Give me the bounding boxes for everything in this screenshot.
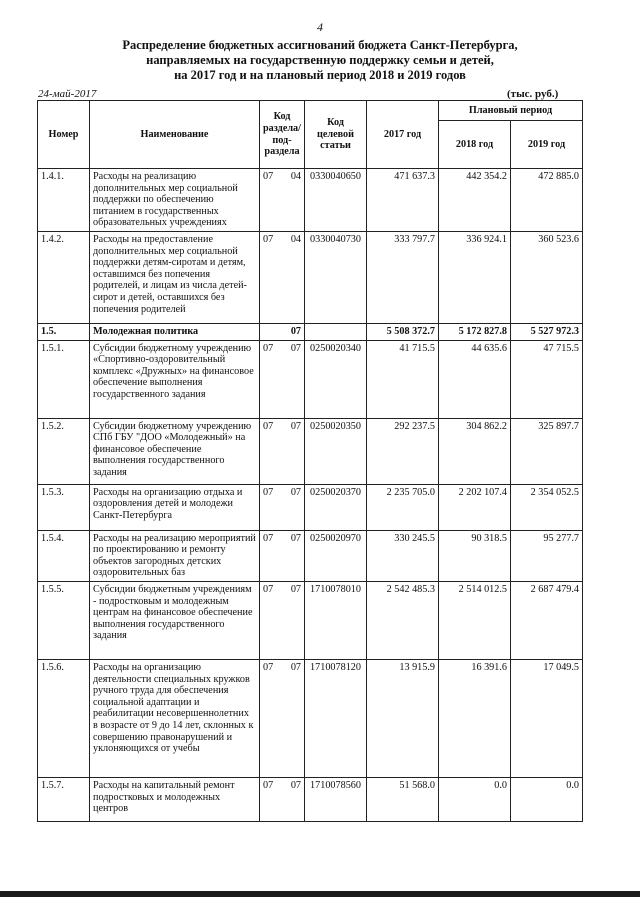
row-value-2019: 325 897.7 (511, 418, 583, 484)
row-value-2017: 330 245.5 (367, 530, 439, 581)
row-target-code (305, 323, 367, 340)
row-subsection: 07 (290, 583, 301, 595)
row-section-code (260, 659, 305, 777)
row-value-2019: 0.0 (511, 777, 583, 821)
row-value-2018: 0.0 (439, 777, 511, 821)
table-row (38, 530, 583, 581)
title-line-3: на 2017 год и на плановый период 2018 и 2019 годов (174, 68, 466, 82)
row-value-2019: 95 277.7 (511, 530, 583, 581)
row-name: Расходы на организацию отдыха и оздоровления детей и молодежи Санкт-Петербурга (90, 484, 260, 530)
row-section: 07 (263, 779, 274, 791)
row-name: Субсидии бюджетному учреждению «Спортивно-оздоровительный комплекс «Дружных» на финансовое обеспечение выполнения государственного задания (90, 340, 260, 418)
row-value-2017: 5 508 372.7 (367, 323, 439, 340)
row-value-2018: 2 202 107.4 (439, 484, 511, 530)
row-number: 1.5.4. (38, 530, 90, 581)
row-section-code (260, 323, 305, 340)
row-section-code (260, 581, 305, 659)
row-section: 07 (263, 486, 274, 498)
row-target-code: 0330040730 (305, 231, 367, 323)
row-target-code: 1710078010 (305, 581, 367, 659)
row-target-code: 0250020350 (305, 418, 367, 484)
row-number: 1.5.7. (38, 777, 90, 821)
table-row (38, 777, 583, 821)
row-number: 1.5.6. (38, 659, 90, 777)
header-year-2017: 2017 год (367, 101, 439, 169)
row-number: 1.5. (38, 323, 90, 340)
budget-table (37, 100, 583, 822)
row-name: Расходы на организацию деятельности специальных кружков ручного труда для обеспечения социальной адаптации и реабилитации несовершеннолетних в возрасте от 9 до 14 лет, склонных к совершению правонарушений и уклоняющихся от учебы (90, 659, 260, 777)
row-target-code: 0250020970 (305, 530, 367, 581)
row-subsection: 04 (290, 171, 301, 182)
header-number: Номер (38, 101, 90, 169)
row-section-code (260, 530, 305, 581)
row-section: 07 (263, 532, 274, 544)
row-value-2017: 2 542 485.3 (367, 581, 439, 659)
row-value-2019: 5 527 972.3 (511, 323, 583, 340)
row-name: Расходы на капитальный ремонт подростковых и молодежных центров (90, 777, 260, 821)
row-subsection: 07 (290, 342, 301, 354)
row-target-code: 0250020370 (305, 484, 367, 530)
row-section-code (260, 777, 305, 821)
row-target-code: 0250020340 (305, 340, 367, 418)
header-section-code: Код раздела/ под-раздела (260, 101, 305, 169)
row-value-2017: 2 235 705.0 (367, 484, 439, 530)
row-value-2019: 472 885.0 (511, 169, 583, 232)
row-number: 1.5.3. (38, 484, 90, 530)
row-number: 1.5.2. (38, 418, 90, 484)
row-name: Расходы на предоставление дополнительных мер социальной поддержки детям-сиротам и детям, оставшимся без попечения родителей, и лицам из числа детей-сирот и детей, оставшихся без попечения родителей (90, 231, 260, 323)
row-value-2017: 292 237.5 (367, 418, 439, 484)
row-value-2018: 90 318.5 (439, 530, 511, 581)
row-name: Субсидии бюджетному учреждению СПб ГБУ "ДОО «Молодежный» на финансовое обеспечение выполнения государственного задания (90, 418, 260, 484)
row-value-2017: 51 568.0 (367, 777, 439, 821)
row-subsection: 07 (290, 420, 301, 432)
row-section: 07 (263, 342, 274, 354)
row-section-code (260, 340, 305, 418)
table-row (38, 169, 583, 232)
row-value-2019: 360 523.6 (511, 231, 583, 323)
row-target-code: 1710078120 (305, 659, 367, 777)
row-section: 07 (263, 420, 274, 432)
row-subsection: 07 (290, 325, 301, 337)
table-row (38, 581, 583, 659)
row-section-code (260, 484, 305, 530)
page-number: 4 (317, 20, 323, 34)
row-value-2019: 17 049.5 (511, 659, 583, 777)
header-planned-period: Плановый период (439, 101, 583, 121)
row-subsection: 07 (290, 661, 301, 673)
row-value-2019: 2 354 052.5 (511, 484, 583, 530)
title-line-1: Распределение бюджетных ассигнований бюджета Санкт-Петербурга, (122, 38, 518, 52)
row-section-code (260, 231, 305, 323)
row-value-2017: 471 637.3 (367, 169, 439, 232)
row-section: 07 (263, 583, 274, 595)
row-name: Расходы на реализацию дополнительных мер социальной поддержки по обеспечению питанием в государственных образовательных учреждениях (90, 169, 260, 232)
row-section-code (260, 169, 305, 232)
row-value-2018: 16 391.6 (439, 659, 511, 777)
units-label: (тыс. руб.) (507, 88, 559, 100)
document-date: 24-май-2017 (38, 88, 97, 100)
row-number: 1.5.1. (38, 340, 90, 418)
row-target-code: 1710078560 (305, 777, 367, 821)
row-value-2017: 41 715.5 (367, 340, 439, 418)
table-row (38, 323, 583, 340)
row-value-2018: 336 924.1 (439, 231, 511, 323)
table-row (38, 659, 583, 777)
document-title (60, 38, 580, 83)
row-subsection: 07 (290, 779, 301, 791)
row-subsection: 04 (290, 233, 301, 245)
table-row (38, 340, 583, 418)
title-line-2: направляемых на государственную поддержку семьи и детей, (146, 53, 494, 67)
header-name: Наименование (90, 101, 260, 169)
row-name: Расходы на реализацию мероприятий по проектированию и ремонту объектов загородных детских оздоровительных баз (90, 530, 260, 581)
table-row (38, 484, 583, 530)
row-number: 1.4.1. (38, 169, 90, 232)
table-row (38, 418, 583, 484)
table-row (38, 231, 583, 323)
row-section: 07 (263, 171, 274, 182)
header-year-2019: 2019 год (511, 121, 583, 169)
bottom-border (0, 891, 640, 897)
row-value-2018: 5 172 827.8 (439, 323, 511, 340)
table-body (38, 169, 583, 822)
row-section: 07 (263, 233, 274, 245)
row-value-2017: 333 797.7 (367, 231, 439, 323)
row-subsection: 07 (290, 532, 301, 544)
row-value-2018: 304 862.2 (439, 418, 511, 484)
row-number: 1.4.2. (38, 231, 90, 323)
header-target-code: Код целевой статьи (305, 101, 367, 169)
row-value-2018: 2 514 012.5 (439, 581, 511, 659)
row-target-code: 0330040650 (305, 169, 367, 232)
row-value-2018: 44 635.6 (439, 340, 511, 418)
row-value-2018: 442 354.2 (439, 169, 511, 232)
row-value-2017: 13 915.9 (367, 659, 439, 777)
row-section-code (260, 418, 305, 484)
row-subsection: 07 (290, 486, 301, 498)
row-section: 07 (263, 661, 274, 673)
row-value-2019: 47 715.5 (511, 340, 583, 418)
row-name: Молодежная политика (90, 323, 260, 340)
header-year-2018: 2018 год (439, 121, 511, 169)
row-value-2019: 2 687 479.4 (511, 581, 583, 659)
row-number: 1.5.5. (38, 581, 90, 659)
row-name: Субсидии бюджетным учреждениям - подростковым и молодежным центрам на финансовое обеспечение выполнения государственного задания (90, 581, 260, 659)
